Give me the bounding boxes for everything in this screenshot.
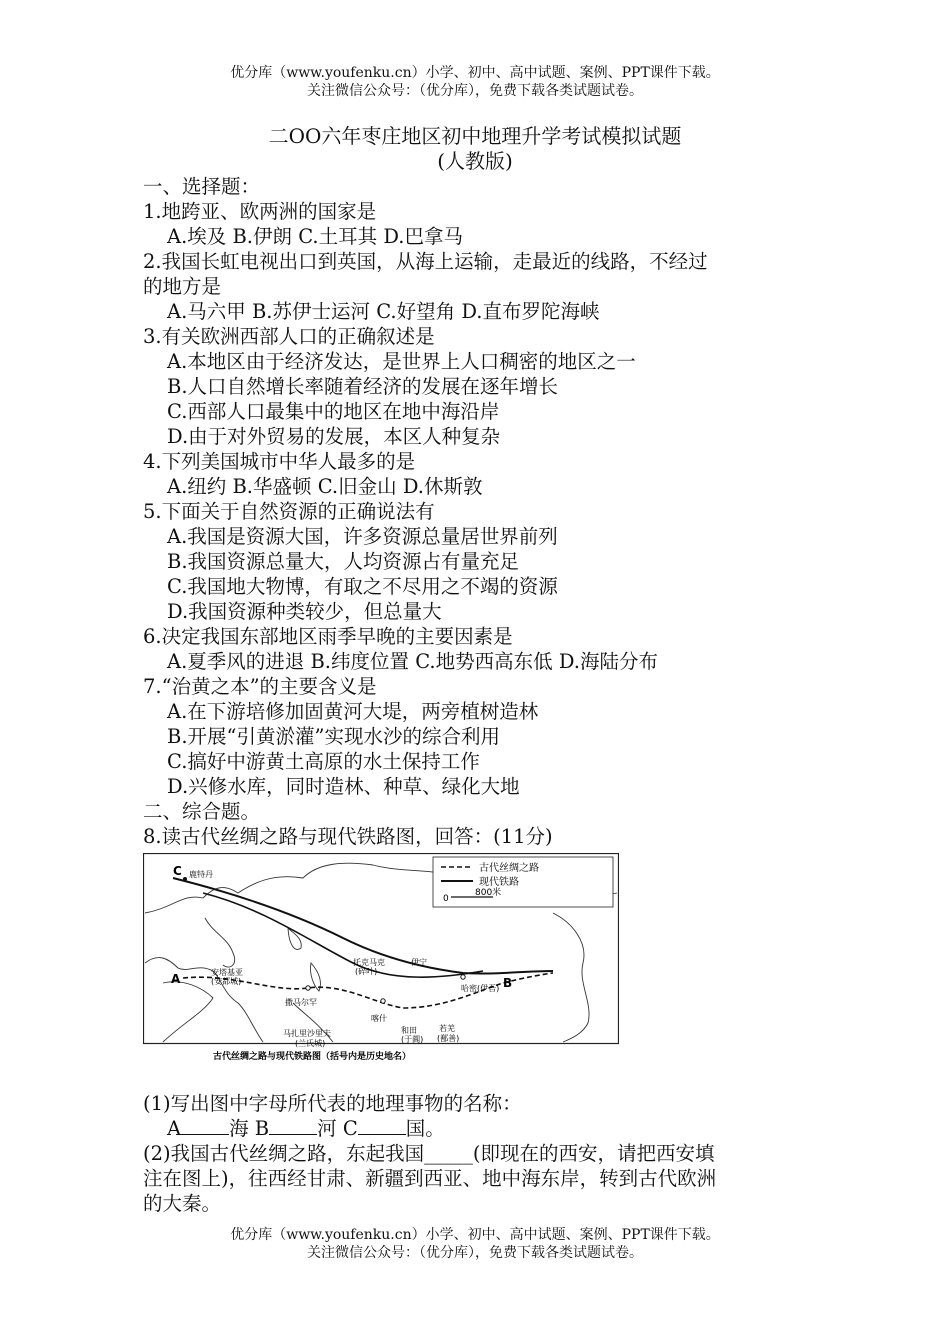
q7-stem: 7.“治黄之本”的主要含义是 [143,675,377,698]
city-tokmak-historic: (碎叶) [355,967,378,976]
city-merv-historic: (兰氏城) [295,1039,326,1048]
scale-value-label: 800米 [475,888,502,898]
q1-options: A.埃及 B.伊朗 C.土耳其 D.巴拿马 [167,225,463,248]
city-hotan-historic: (于阗) [401,1035,424,1044]
q5-option-b: B.我国资源总量大，人均资源占有量充足 [167,550,520,573]
exam-title [0,124,950,174]
q8-part2-line1: (2)我国古代丝绸之路，东起我国_____(即现在的西安，请把西安填 [143,1142,715,1165]
silk-road-map-svg [143,853,619,1063]
q2-stem-line2: 的地方是 [143,275,222,298]
q8-blank-b-suffix: 河 C [317,1117,358,1140]
map-label-c: C [173,864,182,878]
city-merv: 马扎里沙里夫 [283,1029,331,1038]
q8-part1-blanks [143,1116,823,1141]
city-marker [381,999,385,1003]
exam-body [143,174,823,1216]
city-rotterdam: 鹿特丹 [189,870,213,879]
city-marker [183,877,187,881]
title-main: 二OO六年枣庄地区初中地理升学考试模拟试题 [268,124,682,148]
q5-option-c: C.我国地大物博，有取之不尽用之不竭的资源 [167,575,558,598]
q8-part1: (1)写出图中字母所代表的地理事物的名称： [143,1092,522,1115]
q8-blank-a-suffix: 海 B [229,1117,270,1140]
legend-modern-label: 现代铁路 [479,877,519,888]
q3-option-d: D.由于对外贸易的发展，本区人种复杂 [167,425,501,448]
header-line-1: 优分库（www.youfenku.cn）小学、初中、高中试题、案例、PPT课件下载。 [230,65,720,81]
q5-stem: 5.下面关于自然资源的正确说法有 [143,500,435,523]
answer-blank-b[interactable] [269,1116,317,1135]
q3-option-b: B.人口自然增长率随着经济的发展在逐年增长 [167,375,559,398]
q5-option-a: A.我国是资源大国，许多资源总量居世界前列 [167,525,558,548]
footer-line-2: 关注微信公众号：（优分库），免费下载各类试题试卷。 [307,1245,643,1261]
q3-stem: 3.有关欧洲西部人口的正确叙述是 [143,325,435,348]
city-hotan: 和田 [401,1026,417,1035]
city-yili: 伊宁 [411,958,427,967]
q1-stem: 1.地跨亚、欧两洲的国家是 [143,200,377,223]
scale-zero-label: 0 [443,894,449,904]
q7-option-c: C.搞好中游黄土高原的水土保持工作 [167,750,480,773]
q7-option-a: A.在下游培修加固黄河大堤，两旁植树造林 [167,700,539,723]
section-heading-synthesis: 二、综合题。 [143,800,261,823]
city-ankara: 安塔基亚 [211,968,243,977]
map-label-b: B [503,976,513,990]
city-marker [461,975,465,979]
city-tokmak: 托克马克 [353,958,385,967]
page-header [0,64,950,100]
city-ruoqiang-historic: (鄯善) [437,1034,460,1043]
q8-blank-c-suffix: 国。 [405,1117,445,1140]
answer-blank-a[interactable] [181,1116,229,1135]
q3-option-a: A.本地区由于经济发达，是世界上人口稠密的地区之一 [167,350,636,373]
header-line-2: 关注微信公众号：（优分库），免费下载各类试题试卷。 [307,83,643,99]
footer-line-1: 优分库（www.youfenku.cn）小学、初中、高中试题、案例、PPT课件下载。 [230,1227,720,1243]
q6-options: A.夏季风的进退 B.纬度位置 C.地势西高东低 D.海陆分布 [167,650,658,673]
q6-stem: 6.决定我国东部地区雨季早晚的主要因素是 [143,625,513,648]
q2-options: A.马六甲 B.苏伊士运河 C.好望角 D.直布罗陀海峡 [167,300,600,323]
city-ruoqiang: 若羌 [439,1024,455,1033]
q3-option-c: C.西部人口最集中的地区在地中海沿岸 [167,400,500,423]
q8-part2-line3: 的大秦。 [143,1192,222,1215]
map-caption: 古代丝绸之路与现代铁路图（括号内是历史地名） [213,1052,412,1062]
q2-stem-line1: 2.我国长虹电视出口到英国，从海上运输，走最近的线路，不经过 [143,250,708,273]
legend-ancient-label: 古代丝绸之路 [479,863,539,874]
city-antioch: (安都城) [211,977,242,986]
q8-part2-line2: 注在图上)，往西经甘肃、新疆到西亚、地中海东岸，转到古代欧洲 [143,1167,717,1190]
city-samarkand: 撒马尔罕 [285,998,317,1007]
page-footer [0,1226,950,1262]
q8-blank-a-prefix: A [167,1117,182,1140]
answer-blank-c[interactable] [358,1116,406,1135]
q7-option-d: D.兴修水库，同时造林、种草、绿化大地 [167,775,520,798]
city-marker [306,986,310,990]
map-label-a: A [171,972,181,986]
silk-road-map [143,853,619,1063]
city-hami: 哈密(伊吾) [461,984,500,993]
q4-options: A.纽约 B.华盛顿 C.旧金山 D.休斯敦 [167,475,483,498]
q8-stem: 8.读古代丝绸之路与现代铁路图，回答：(11分) [143,825,553,848]
title-sub: (人教版) [437,149,513,173]
q4-stem: 4.下列美国城市中华人最多的是 [143,450,416,473]
map-legend [433,857,613,907]
section-heading-choice: 一、选择题： [143,175,261,198]
q5-option-d: D.我国资源种类较少，但总量大 [167,600,442,623]
city-kashgar: 喀什 [371,1014,387,1023]
q7-option-b: B.开展“引黄淤灌”实现水沙的综合利用 [167,725,500,748]
